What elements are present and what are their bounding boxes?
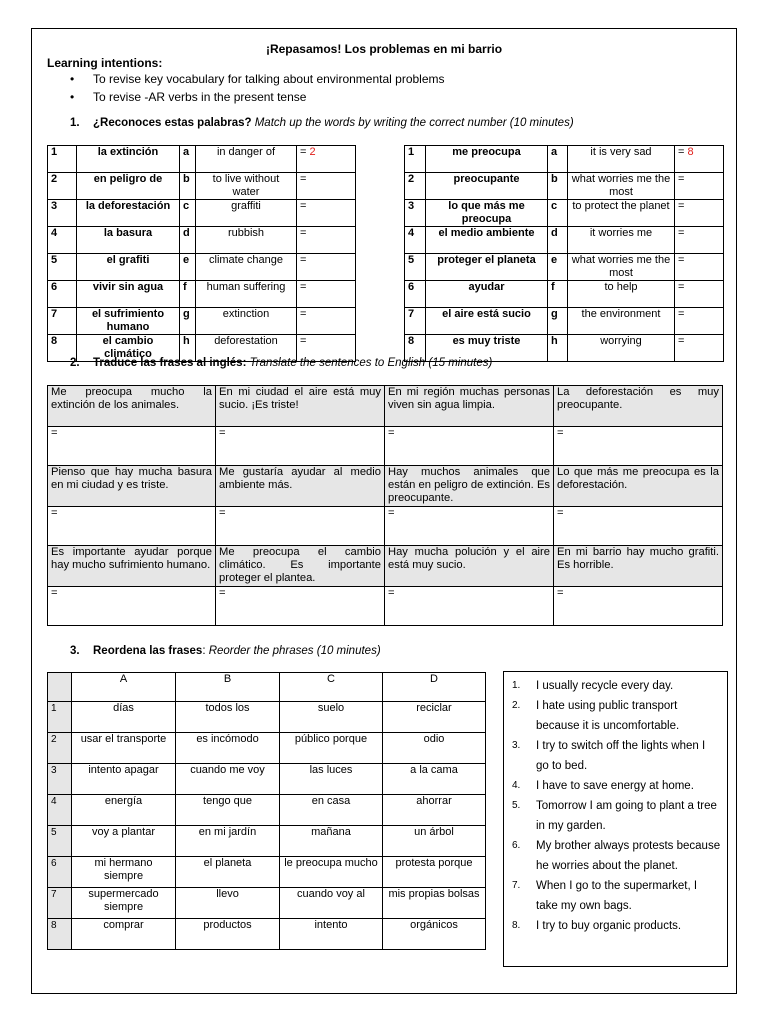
equals-sign: = bbox=[300, 335, 307, 347]
translation-field[interactable]: = bbox=[554, 427, 723, 466]
bullet-icon: • bbox=[70, 90, 75, 104]
english-meaning: rubbish bbox=[196, 227, 297, 254]
phrase-cell: protesta porque bbox=[383, 857, 486, 888]
reorder-row bbox=[48, 888, 486, 919]
english-meaning: in danger of bbox=[196, 146, 297, 173]
reorder-row bbox=[48, 795, 486, 826]
vocab-letter: b bbox=[548, 173, 568, 200]
phrase-cell: le preocupa mucho bbox=[280, 857, 383, 888]
section-1-heading: 1. ¿Reconoces estas palabras? Match up the words by writing the correct number (10 minutes) bbox=[70, 117, 574, 129]
spanish-sentence-row bbox=[48, 386, 723, 427]
column-header: D bbox=[383, 673, 486, 702]
phrase-cell: todos los bbox=[176, 702, 280, 733]
spanish-word: lo que más me preocupa bbox=[426, 200, 548, 227]
phrase-cell: las luces bbox=[280, 764, 383, 795]
vocab-row bbox=[48, 308, 356, 335]
answer-field[interactable] bbox=[297, 200, 356, 227]
reorder-answers-box bbox=[503, 671, 728, 967]
spanish-word: el cambio climático bbox=[77, 335, 180, 362]
equals-sign: = bbox=[678, 200, 685, 212]
english-meaning: what worries me the most bbox=[568, 254, 675, 281]
answer-text: I try to switch off the lights when I go to bed. bbox=[536, 740, 706, 772]
translation-table bbox=[47, 385, 723, 626]
vocab-number: 8 bbox=[48, 335, 77, 362]
vocab-letter: h bbox=[180, 335, 196, 362]
vocab-number: 5 bbox=[405, 254, 426, 281]
corner-cell bbox=[48, 673, 72, 702]
vocab-row bbox=[405, 254, 724, 281]
english-meaning: to protect the planet bbox=[568, 200, 675, 227]
phrase-cell: orgánicos bbox=[383, 919, 486, 950]
equals-sign: = bbox=[300, 173, 307, 185]
row-number: 7 bbox=[48, 888, 72, 919]
vocab-number: 6 bbox=[405, 281, 426, 308]
answer-field[interactable] bbox=[297, 308, 356, 335]
equals-sign: = bbox=[678, 227, 685, 239]
english-meaning: it is very sad bbox=[568, 146, 675, 173]
spanish-word: proteger el planeta bbox=[426, 254, 548, 281]
section-3-heading: 3. Reordena las frases: Reorder the phrases (10 minutes) bbox=[70, 645, 381, 657]
answer-field[interactable] bbox=[675, 254, 724, 281]
equals-sign: = bbox=[678, 281, 685, 293]
phrase-cell: comprar bbox=[72, 919, 176, 950]
english-meaning: worrying bbox=[568, 335, 675, 362]
answer-item bbox=[512, 916, 721, 936]
reorder-row bbox=[48, 733, 486, 764]
answer-text: I try to buy organic products. bbox=[536, 920, 682, 932]
equals-sign: = bbox=[678, 254, 685, 266]
vocab-letter: b bbox=[180, 173, 196, 200]
vocab-letter: g bbox=[548, 308, 568, 335]
answer-field[interactable] bbox=[675, 173, 724, 200]
vocab-number: 3 bbox=[405, 200, 426, 227]
spanish-word: el aire está sucio bbox=[426, 308, 548, 335]
reorder-row bbox=[48, 857, 486, 888]
bullet-icon: • bbox=[70, 72, 75, 86]
phrase-cell: cuando me voy bbox=[176, 764, 280, 795]
spanish-word: el sufrimiento humano bbox=[77, 308, 180, 335]
answer-item bbox=[512, 676, 721, 696]
translation-field[interactable]: = bbox=[385, 587, 554, 626]
phrase-cell: odio bbox=[383, 733, 486, 764]
phrase-cell: usar el transporte bbox=[72, 733, 176, 764]
equals-sign: = bbox=[300, 308, 307, 320]
phrase-cell: en mi jardín bbox=[176, 826, 280, 857]
vocab-match-table-left bbox=[47, 145, 356, 362]
answer-text: My brother always protests because he worries about the planet. bbox=[536, 840, 721, 872]
spanish-word: me preocupa bbox=[426, 146, 548, 173]
vocab-letter: e bbox=[548, 254, 568, 281]
row-number: 4 bbox=[48, 795, 72, 826]
translation-field[interactable]: = bbox=[554, 587, 723, 626]
equals-sign: = bbox=[678, 308, 685, 320]
english-meaning: to help bbox=[568, 281, 675, 308]
spanish-sentence: Pienso que hay mucha basura en mi ciudad y es triste. bbox=[48, 466, 216, 507]
answer-field[interactable] bbox=[675, 308, 724, 335]
answer-number: 8. bbox=[512, 920, 521, 931]
phrase-cell: supermercado siempre bbox=[72, 888, 176, 919]
vocab-letter: h bbox=[548, 335, 568, 362]
phrase-cell: llevo bbox=[176, 888, 280, 919]
vocab-number: 8 bbox=[405, 335, 426, 362]
english-meaning: deforestation bbox=[196, 335, 297, 362]
equals-sign: = bbox=[300, 146, 307, 158]
equals-sign: = bbox=[300, 281, 307, 293]
phrase-cell: ahorrar bbox=[383, 795, 486, 826]
phrase-cell: cuando voy al bbox=[280, 888, 383, 919]
vocab-letter: a bbox=[180, 146, 196, 173]
vocab-letter: f bbox=[180, 281, 196, 308]
vocab-row bbox=[48, 227, 356, 254]
answer-number: 3. bbox=[512, 740, 521, 751]
answer-item bbox=[512, 836, 721, 876]
vocab-letter: g bbox=[180, 308, 196, 335]
answer-item bbox=[512, 776, 721, 796]
answer-field[interactable] bbox=[675, 281, 724, 308]
learning-intention-item: • To revise key vocabulary for talking about environmental problems bbox=[70, 72, 445, 86]
english-meaning: extinction bbox=[196, 308, 297, 335]
spanish-sentence: En mi ciudad el aire está muy sucio. ¡Es triste! bbox=[216, 386, 385, 427]
spanish-word: el medio ambiente bbox=[426, 227, 548, 254]
english-meaning: it worries me bbox=[568, 227, 675, 254]
vocab-row bbox=[405, 227, 724, 254]
answer-item bbox=[512, 736, 721, 776]
vocab-number: 2 bbox=[405, 173, 426, 200]
spanish-sentence: Me gustaría ayudar al medio ambiente más. bbox=[216, 466, 385, 507]
answer-item bbox=[512, 796, 721, 836]
answer-value: 2 bbox=[309, 146, 316, 158]
answers-list bbox=[512, 676, 721, 936]
english-meaning: climate change bbox=[196, 254, 297, 281]
phrase-cell: energía bbox=[72, 795, 176, 826]
spanish-sentence-row bbox=[48, 466, 723, 507]
answer-item bbox=[512, 876, 721, 916]
phrase-cell: mañana bbox=[280, 826, 383, 857]
spanish-word: preocupante bbox=[426, 173, 548, 200]
row-number: 5 bbox=[48, 826, 72, 857]
equals-sign: = bbox=[300, 200, 307, 212]
answer-number: 7. bbox=[512, 880, 521, 891]
answer-field[interactable] bbox=[675, 227, 724, 254]
vocab-row bbox=[48, 173, 356, 200]
vocab-number: 4 bbox=[405, 227, 426, 254]
english-meaning: human suffering bbox=[196, 281, 297, 308]
answer-field[interactable] bbox=[675, 146, 724, 173]
spanish-word: el grafiti bbox=[77, 254, 180, 281]
answer-field[interactable] bbox=[297, 281, 356, 308]
translation-field[interactable]: = bbox=[48, 507, 216, 546]
answer-number: 6. bbox=[512, 840, 521, 851]
answer-item bbox=[512, 696, 721, 736]
spanish-word: ayudar bbox=[426, 281, 548, 308]
answer-text: Tomorrow I am going to plant a tree in my garden. bbox=[536, 800, 717, 832]
phrase-cell: un árbol bbox=[383, 826, 486, 857]
answer-number: 2. bbox=[512, 700, 521, 711]
spanish-word: en peligro de bbox=[77, 173, 180, 200]
vocab-row bbox=[48, 281, 356, 308]
spanish-sentence: Es importante ayudar porque hay mucho sufrimiento humano. bbox=[48, 546, 216, 587]
translation-field[interactable]: = bbox=[216, 507, 385, 546]
phrase-cell: tengo que bbox=[176, 795, 280, 826]
answer-text: I hate using public transport because it is uncomfortable. bbox=[536, 700, 680, 732]
vocab-number: 1 bbox=[405, 146, 426, 173]
column-header: A bbox=[72, 673, 176, 702]
reorder-row bbox=[48, 826, 486, 857]
row-number: 6 bbox=[48, 857, 72, 888]
equals-sign: = bbox=[300, 254, 307, 266]
english-meaning: what worries me the most bbox=[568, 173, 675, 200]
equals-sign: = bbox=[678, 146, 685, 158]
answer-field[interactable] bbox=[675, 335, 724, 362]
vocab-number: 6 bbox=[48, 281, 77, 308]
phrase-cell: a la cama bbox=[383, 764, 486, 795]
phrase-cell: el planeta bbox=[176, 857, 280, 888]
equals-sign: = bbox=[678, 335, 685, 347]
answer-text: When I go to the supermarket, I take my own bags. bbox=[536, 880, 698, 912]
vocab-number: 3 bbox=[48, 200, 77, 227]
phrase-cell: mi hermano siempre bbox=[72, 857, 176, 888]
answer-number: 4. bbox=[512, 780, 521, 791]
phrase-cell: en casa bbox=[280, 795, 383, 826]
vocab-row bbox=[48, 254, 356, 281]
vocab-number: 2 bbox=[48, 173, 77, 200]
english-meaning: to live without water bbox=[196, 173, 297, 200]
row-number: 8 bbox=[48, 919, 72, 950]
vocab-number: 1 bbox=[48, 146, 77, 173]
spanish-word: vivir sin agua bbox=[77, 281, 180, 308]
vocab-match-table-right bbox=[404, 145, 724, 362]
vocab-row bbox=[405, 308, 724, 335]
row-number: 2 bbox=[48, 733, 72, 764]
vocab-row bbox=[405, 281, 724, 308]
row-number: 3 bbox=[48, 764, 72, 795]
vocab-letter: c bbox=[548, 200, 568, 227]
translation-field[interactable]: = bbox=[385, 427, 554, 466]
spanish-sentence-row bbox=[48, 546, 723, 587]
translation-field[interactable]: = bbox=[216, 427, 385, 466]
equals-sign: = bbox=[678, 173, 685, 185]
answer-field[interactable] bbox=[675, 200, 724, 227]
vocab-number: 7 bbox=[48, 308, 77, 335]
spanish-word: la extinción bbox=[77, 146, 180, 173]
answer-field[interactable] bbox=[297, 254, 356, 281]
spanish-sentence: Me preocupa el cambio climático. Es importante proteger el plantea. bbox=[216, 546, 385, 587]
spanish-word: es muy triste bbox=[426, 335, 548, 362]
phrase-cell: intento bbox=[280, 919, 383, 950]
vocab-number: 7 bbox=[405, 308, 426, 335]
learning-intentions-list bbox=[70, 71, 445, 107]
english-meaning: graffiti bbox=[196, 200, 297, 227]
translation-field[interactable]: = bbox=[48, 587, 216, 626]
phrase-cell: público porque bbox=[280, 733, 383, 764]
reorder-row bbox=[48, 702, 486, 733]
reorder-table bbox=[47, 672, 486, 950]
phrase-cell: es incómodo bbox=[176, 733, 280, 764]
page-title: ¡Repasamos! Los problemas en mi barrio bbox=[265, 42, 503, 56]
translation-field[interactable]: = bbox=[554, 507, 723, 546]
answer-number: 5. bbox=[512, 800, 521, 811]
vocab-letter: c bbox=[180, 200, 196, 227]
answer-field[interactable] bbox=[297, 173, 356, 200]
translation-field[interactable]: = bbox=[48, 427, 216, 466]
answer-text: I have to save energy at home. bbox=[536, 780, 694, 792]
vocab-letter: f bbox=[548, 281, 568, 308]
translation-row bbox=[48, 507, 723, 546]
spanish-sentence: La deforestación es muy preocupante. bbox=[554, 386, 723, 427]
phrase-cell: mis propias bolsas bbox=[383, 888, 486, 919]
spanish-sentence: Me preocupa mucho la extinción de los animales. bbox=[48, 386, 216, 427]
phrase-cell: reciclar bbox=[383, 702, 486, 733]
reorder-header-row bbox=[48, 673, 486, 702]
vocab-row bbox=[405, 200, 724, 227]
answer-number: 1. bbox=[512, 680, 521, 691]
vocab-row bbox=[405, 173, 724, 200]
learning-intention-item: • To revise -AR verbs in the present tense bbox=[70, 90, 307, 104]
answer-field[interactable] bbox=[297, 227, 356, 254]
phrase-cell: intento apagar bbox=[72, 764, 176, 795]
section-2-heading: 2. Traduce las frases al inglés: Translate the sentences to English (15 minutes) bbox=[70, 357, 493, 369]
phrase-cell: suelo bbox=[280, 702, 383, 733]
vocab-row bbox=[405, 146, 724, 173]
english-meaning: the environment bbox=[568, 308, 675, 335]
translation-row bbox=[48, 587, 723, 626]
answer-field[interactable] bbox=[297, 146, 356, 173]
phrase-cell: días bbox=[72, 702, 176, 733]
column-header: B bbox=[176, 673, 280, 702]
phrase-cell: productos bbox=[176, 919, 280, 950]
spanish-sentence: Hay mucha polución y el aire está muy sucio. bbox=[385, 546, 554, 587]
vocab-row bbox=[48, 146, 356, 173]
spanish-sentence: Hay muchos animales que están en peligro de extinción. Es preocupante. bbox=[385, 466, 554, 507]
spanish-sentence: Lo que más me preocupa es la deforestación. bbox=[554, 466, 723, 507]
spanish-sentence: En mi región muchas personas viven sin agua limpia. bbox=[385, 386, 554, 427]
translation-row bbox=[48, 427, 723, 466]
equals-sign: = bbox=[300, 227, 307, 239]
spanish-word: la basura bbox=[77, 227, 180, 254]
vocab-letter: e bbox=[180, 254, 196, 281]
spanish-sentence: En mi barrio hay mucho grafiti. Es horrible. bbox=[554, 546, 723, 587]
row-number: 1 bbox=[48, 702, 72, 733]
spanish-word: la deforestación bbox=[77, 200, 180, 227]
vocab-letter: d bbox=[548, 227, 568, 254]
vocab-row bbox=[48, 200, 356, 227]
vocab-number: 4 bbox=[48, 227, 77, 254]
reorder-row bbox=[48, 919, 486, 950]
answer-value: 8 bbox=[687, 146, 694, 158]
reorder-row bbox=[48, 764, 486, 795]
vocab-number: 5 bbox=[48, 254, 77, 281]
vocab-letter: a bbox=[548, 146, 568, 173]
answer-text: I usually recycle every day. bbox=[536, 680, 674, 692]
column-header: C bbox=[280, 673, 383, 702]
learning-intentions-heading: Learning intentions: bbox=[47, 56, 163, 70]
translation-field[interactable]: = bbox=[216, 587, 385, 626]
phrase-cell: voy a plantar bbox=[72, 826, 176, 857]
translation-field[interactable]: = bbox=[385, 507, 554, 546]
vocab-letter: d bbox=[180, 227, 196, 254]
